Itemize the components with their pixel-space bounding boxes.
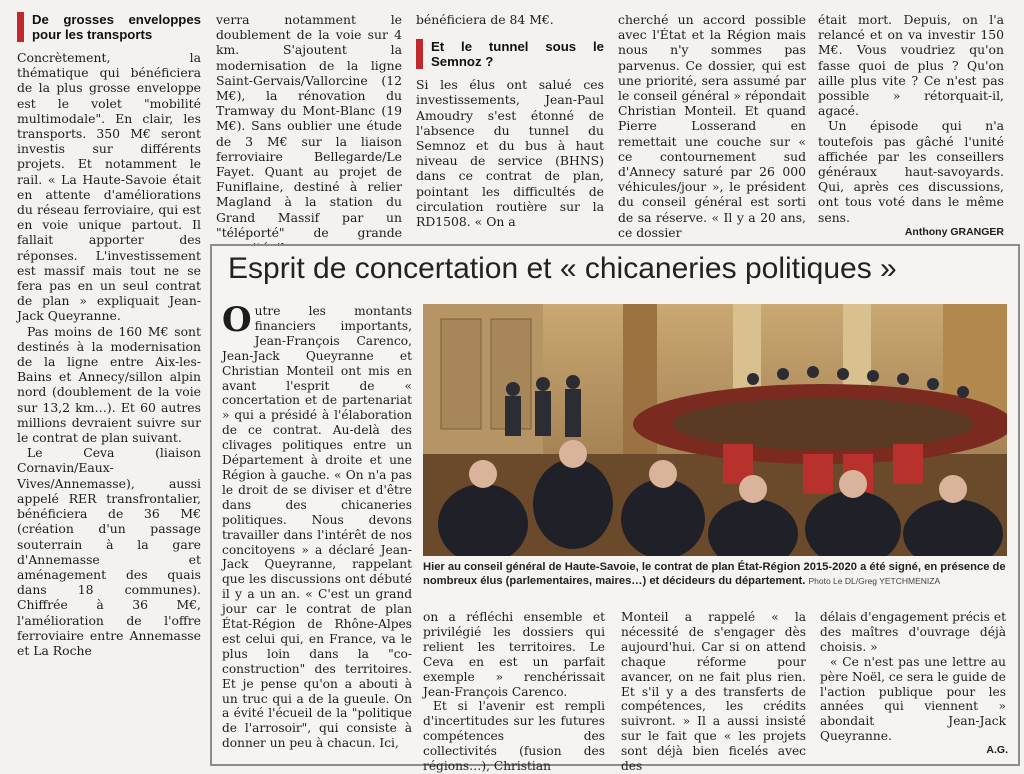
- paragraph: Si les élus ont salué ces investissements, Jean-Paul Amoudry s'est étonné de l'absence du tunnel du Semnoz et du bus à haut niveau de service (BHNS) dans ce contrat de plan, pointant les difficultés de circulation routière sur la RD1508. « On a: [416, 77, 604, 230]
- box-column-3: [621, 610, 806, 774]
- paragraph: délais d'engagement précis et des maîtres d'ouvrage déjà choisis. »: [820, 610, 1006, 654]
- intro-text: utre les montants financiers importants, Jean-François Carenco, Jean-Jack Queyranne et Christian Monteil ont mis en avant l'esprit de « concertation et de partenariat » qui a présidé à l'élaboration de ce contrat. Au-delà des clivages politiques entre un Département à droite et une Région à gauche. « On n'a pas le droit de se diviser et d'être dans des chicaneries politiques. Nous devons travailler dans l'intérêt de nos concitoyens » a déclaré Jean-Jack Queyranne, rappelant que les discussions ont débuté il y a un an. « C'est un grand jour car le contrat de plan État-Région de Rhône-Alpes est celui qui, en France, va le plus loin dans la "co-construction" des territoires. Et je pense qu'on a abouti à un truc qui a de la gueule. On a évité l'écueil de la "politique de l'arrosoir", qui consiste à donner un peu à chacun. Ici,: [222, 304, 412, 751]
- paragraph: [222, 300, 412, 751]
- boxed-article: [210, 244, 1020, 774]
- paragraph: était mort. Depuis, on l'a relancé et on va investir 150 M€. Vous voudriez qu'on fasse quoi de plus ? Qu'on aille plus vite ? Ce n'est pas possible » rétorquait-il, agacé.: [818, 12, 1004, 119]
- box-title: Esprit de concertation et « chicaneries politiques »: [228, 252, 897, 285]
- article-column-3: [416, 12, 604, 229]
- article-column-5: [818, 12, 1004, 240]
- photo-illustration: [423, 304, 1007, 556]
- box-column-1: [222, 300, 412, 751]
- paragraph: Un épisode qui n'a toutefois pas gâché l'unité affichée par les conseillers généraux haut-savoyards. Qui, après ces discussions, ont tous voté dans le même sens.: [818, 118, 1004, 225]
- article-column-2: [216, 12, 402, 255]
- paragraph: « Ce n'est pas une lettre au père Noël, ce sera le guide de l'action publique pour les années qui viennent » abondait Jean-Jack Queyranne.: [820, 654, 1006, 744]
- drop-cap: O: [222, 300, 252, 340]
- photo-credit: Photo Le DL/Greg YETCHMENIZA: [808, 576, 941, 586]
- section-heading-tunnel: Et le tunnel sous le Semnoz ?: [416, 39, 604, 69]
- paragraph: Concrètement, la thématique qui bénéficiera de la plus grosse enveloppe est le volet "mobilité multimodale". En clair, les transports. 350 M€ seront investis sur différents projets. Et notamment le rail. « La Haute-Savoie était en attente d'améliorations du réseau ferroviaire, qui est en voie unique partout. Il fallait apporter des réponses. L'investissement est massif mais tout ne se fera pas en un seul contrat de plan » expliquait Jean-Jack Queyranne.: [17, 50, 201, 324]
- box-column-4: [820, 610, 1006, 744]
- article-column-4: [618, 12, 806, 240]
- paragraph: Monteil a rappelé « la nécessité de s'engager dès aujourd'hui. Car si on attend chaque réforme pour avancer, on ne fait plus rien. Et s'il y a des transferts de compétences, les crédits suivront. » Il a aussi insisté sur le fait que « les projets sont déjà bien ficelés avec des: [621, 610, 806, 774]
- caption-text: Hier au conseil général de Haute-Savoie, le contrat de plan État-Région 2015-2020 a été signé, en présence de nombreux élus (parlementaires, maires…) et décideurs du département.: [423, 561, 1006, 587]
- article-column-1: [17, 12, 201, 658]
- council-meeting-photo: [423, 304, 1007, 556]
- box-signature: A.G.: [986, 744, 1008, 756]
- paragraph: Et si l'avenir est rempli d'incertitudes sur les futures compétences des collectivités (fusion des régions…), Christian: [423, 699, 605, 774]
- photo-caption: [423, 560, 1007, 588]
- paragraph: cherché un accord possible avec l'État et la Région mais nous n'y sommes pas parvenus. Ce dossier, qui est une priorité, sera assumé par le conseil général » répondait Christian Monteil. Et quand Pierre Losserand en remettait une couche sur « ce contournement sud d'Annecy saturé par 26 000 véhicules/jour », le président du conseil général est sorti de sa réserve. « Il y a 20 ans, ce dossier: [618, 12, 806, 240]
- author-signature: Anthony GRANGER: [904, 225, 1004, 238]
- paragraph: on a réfléchi ensemble et privilégié les dossiers qui relient les territoires. Le Ceva en est un parfait exemple » renchérissait Jean-François Carenco.: [423, 610, 605, 699]
- section-heading-transports: De grosses enveloppes pour les transports: [17, 12, 201, 42]
- paragraph: Le Ceva (liaison Cornavin/Eaux-Vives/Annemasse), aussi appelé RER transfrontalier, bénéficiera de 36 M€ (création d'un passage souterrain à la gare d'Annemasse et aménagement des quais dans 18 communes). Chiffrée à 36 M€, l'amélioration de l'offre ferroviaire entre Annemasse et La Roche: [17, 445, 201, 658]
- paragraph: Pas moins de 160 M€ sont destinés à la modernisation de la ligne entre Aix-les-Bains et Annecy/sillon alpin nord (doublement de la voie sur 13,2 km…). Et 60 autres millions devraient suivre sur le contrat de plan suivant.: [17, 323, 201, 446]
- paragraph: verra notamment le doublement de la voie sur 4 km. S'ajoutent la modernisation de la ligne Saint-Gervais/Vallorcine (12 M€), la rénovation du Tramway du Mont-Blanc (19 M€). Sans oublier une étude de 3 M€ sur la liaison ferroviaire Bellegarde/Le Fayet. Quant au projet de Funiflaine, destiné à relier Magland à la station du Grand Massif par un "téléporté" de grande: [216, 12, 402, 240]
- box-column-2: [423, 610, 605, 774]
- paragraph: bénéficiera de 84 M€.: [416, 12, 554, 27]
